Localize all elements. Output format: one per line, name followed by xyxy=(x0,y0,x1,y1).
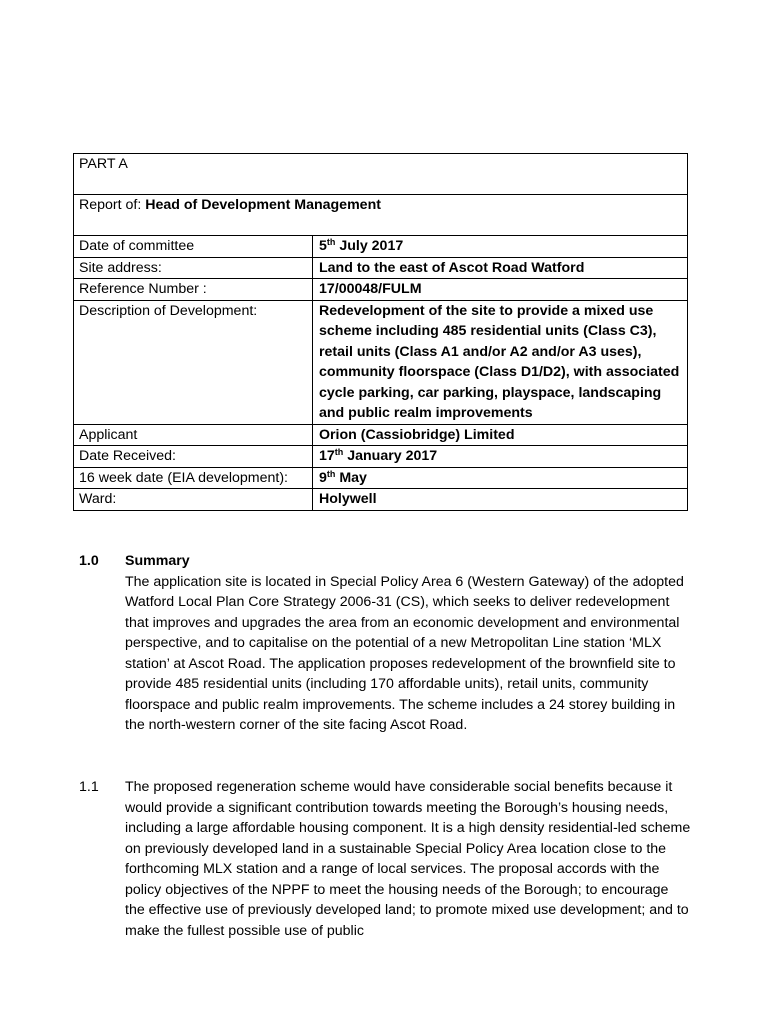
detail-value: 17th January 2017 xyxy=(313,446,688,468)
detail-value: Holywell xyxy=(313,489,688,511)
report-details-table xyxy=(73,153,688,511)
detail-value: 17/00048/FULM xyxy=(313,279,688,301)
report-of-row xyxy=(74,195,688,236)
report-of-cell xyxy=(74,195,688,236)
detail-row-reference-number xyxy=(74,279,688,301)
detail-label: Description of Development: xyxy=(74,300,313,424)
detail-label: 16 week date (EIA development): xyxy=(74,467,313,489)
section-number: 1.0 xyxy=(79,553,99,569)
report-of-value: Head of Development Management xyxy=(145,197,381,213)
section-1-0-summary xyxy=(79,551,691,736)
detail-label: Applicant xyxy=(74,424,313,446)
detail-label: Date of committee xyxy=(74,236,313,258)
detail-row-applicant xyxy=(74,424,688,446)
report-of-label: Report of: xyxy=(79,197,146,213)
detail-value: 9th May xyxy=(313,467,688,489)
detail-value: 5th July 2017 xyxy=(313,236,688,258)
part-label: PART A xyxy=(74,154,688,195)
detail-row-site-address xyxy=(74,257,688,279)
detail-value: Redevelopment of the site to provide a mixed use scheme including 485 residential units (Class C3), retail units (Class A1 and/or A2 and/or A3 uses), community floorspace (Class D1/D2), with associated cycle parking, car parking, playspace, landscaping and public realm improvements xyxy=(313,300,688,424)
detail-label: Ward: xyxy=(74,489,313,511)
detail-value: Orion (Cassiobridge) Limited xyxy=(313,424,688,446)
detail-row-16-week-date xyxy=(74,467,688,489)
detail-row-ward xyxy=(74,489,688,511)
section-1-1 xyxy=(79,777,691,941)
section-heading: Summary xyxy=(125,553,190,569)
detail-row-date-received xyxy=(74,446,688,468)
section-paragraph: The proposed regeneration scheme would have considerable social benefits because it would provide a significant contribution towards meeting the Borough’s housing needs, including a large affordable housing component. It is a high density residential-led scheme on previously developed land in a sustainable Special Policy Area location close to the forthcoming MLX station and a range of local services. The proposal accords with the policy objectives of the NPPF to meet the housing needs of the Borough; to encourage the effective use of previously developed land; to promote mixed use development; and to make the fullest possible use of public xyxy=(125,779,691,939)
detail-row-description xyxy=(74,300,688,424)
detail-label: Site address: xyxy=(74,257,313,279)
detail-value: Land to the east of Ascot Road Watford xyxy=(313,257,688,279)
section-number: 1.1 xyxy=(79,779,99,795)
section-paragraph: The application site is located in Special Policy Area 6 (Western Gateway) of the adopted Watford Local Plan Core Strategy 2006-31 (CS), which seeks to deliver redevelopment that improves and upgrades the area from an economic development and environmental perspective, and to capitalise on the potential of a new Metropolitan Line station ‘MLX station’ at Ascot Road. The application proposes redevelopment of the brownfield site to provide 485 residential units (including 170 affordable units), retail units, community floorspace and public realm improvements. The scheme includes a 24 storey building in the north-western corner of the site facing Ascot Road. xyxy=(125,573,684,733)
detail-row-date-of-committee xyxy=(74,236,688,258)
detail-label: Date Received: xyxy=(74,446,313,468)
part-row xyxy=(74,154,688,195)
detail-label: Reference Number : xyxy=(74,279,313,301)
